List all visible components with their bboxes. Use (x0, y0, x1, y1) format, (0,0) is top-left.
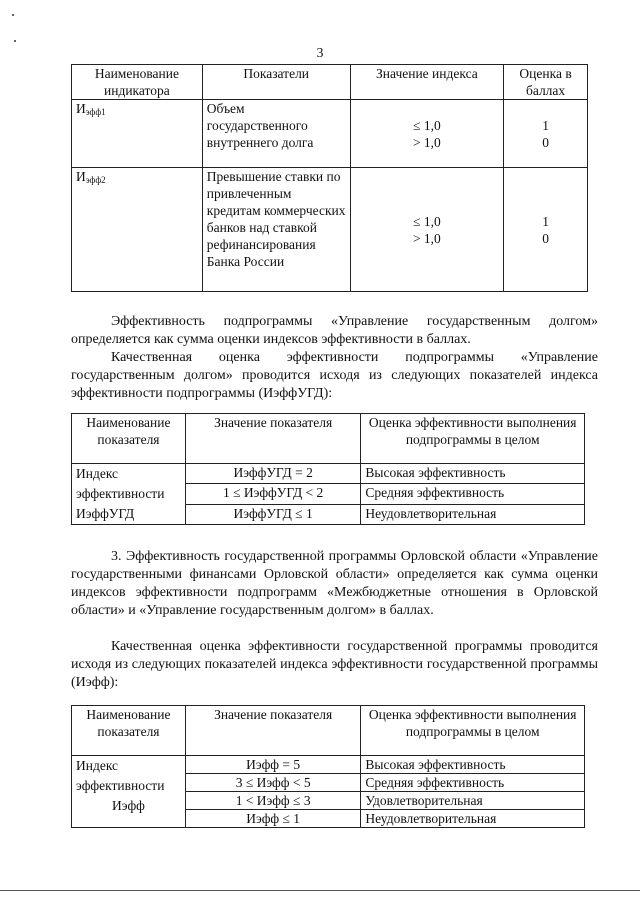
table-row (72, 464, 585, 484)
paragraph: 3. Эффективность государственной программы Орловской области «Управление государственными финансами Орловской области» определяется как сумма оценки индексов эффективности подпрограмм «Межбюджетные отношения в Орловской области» и «Управление государственным долгом» в баллах. (71, 549, 598, 618)
page-number: 3 (316, 46, 324, 61)
header-cell: Значение индекса (350, 65, 504, 100)
header-cell: Показатели (202, 65, 350, 100)
rating-cell: Средняя эффективность (361, 484, 585, 504)
value-cell: Иэфф = 5 (185, 756, 360, 774)
header-cell: Значение показателя (185, 414, 360, 464)
scan-speck (12, 14, 14, 16)
table-header-row (72, 706, 585, 756)
rating-cell: Средняя эффективность (361, 774, 585, 792)
page-bottom-edge (0, 890, 640, 891)
value-cell: ≤ 1,0 > 1,0 (350, 100, 504, 168)
indicator-name-cell: Индекс эффективности ИэффУГД (72, 464, 186, 525)
metric-cell: Объем государственного внутреннего долга (202, 100, 350, 168)
score-cell: 1 0 (504, 100, 588, 168)
header-cell: Оценка эффективности выполнения подпрограммы в целом (361, 706, 585, 756)
indicator-cell: $И_{эфф2}$ (72, 168, 203, 292)
metric-cell: Превышение ставки по привлеченным кредитам коммерческих банков над ставкой рефинансирования Банка России (202, 168, 350, 292)
indicators-table (71, 64, 588, 292)
paragraph: Качественная оценка эффективности подпрограммы «Управление государственным долгом» проводится исходя из следующих показателей индекса эффективности подпрограммы (ИэффУГД): (71, 350, 598, 401)
value-cell: Иэфф ≤ 1 (185, 810, 360, 828)
rating-cell: Удовлетворительная (361, 792, 585, 810)
header-cell: Оценка эффективности выполнения подпрограммы в целом (361, 414, 585, 464)
indicator-cell: $И_{эфф1}$ (72, 100, 203, 168)
rating-cell: Высокая эффективность (361, 464, 585, 484)
header-cell: Значение показателя (185, 706, 360, 756)
program-efficiency-table (71, 705, 585, 828)
value-cell: 1 ≤ ИэффУГД < 2 (185, 484, 360, 504)
header-cell: Наименование индикатора (72, 65, 203, 100)
value-cell: ИэффУГД ≤ 1 (185, 504, 360, 524)
rating-cell: Высокая эффективность (361, 756, 585, 774)
header-cell: Наименование показателя (72, 414, 186, 464)
scan-speck (14, 40, 16, 42)
value-cell: ИэффУГД = 2 (185, 464, 360, 484)
rating-cell: Неудовлетворительная (361, 810, 585, 828)
indicator-name-cell: Индекс эффективности Иэфф (72, 756, 186, 828)
paragraph: Эффективность подпрограммы «Управление государственным долгом» определяется как сумма оценки индексов эффективности в баллах. (71, 314, 598, 347)
table-row (72, 756, 585, 774)
value-cell: ≤ 1,0 > 1,0 (350, 168, 504, 292)
table-row (72, 168, 588, 292)
score-cell: 1 0 (504, 168, 588, 292)
header-cell: Наименование показателя (72, 706, 186, 756)
value-cell: 1 < Иэфф ≤ 3 (185, 792, 360, 810)
value-cell: 3 ≤ Иэфф < 5 (185, 774, 360, 792)
table-row (72, 100, 588, 168)
table-header-row (72, 414, 585, 464)
header-cell: Оценка в баллах (504, 65, 588, 100)
subprogram-efficiency-table (71, 413, 585, 525)
rating-cell: Неудовлетворительная (361, 504, 585, 524)
table-header-row (72, 65, 588, 100)
paragraph: Качественная оценка эффективности государственной программы проводится исходя из следующих показателей индекса эффективности государственной программы (Иэфф): (71, 639, 598, 690)
